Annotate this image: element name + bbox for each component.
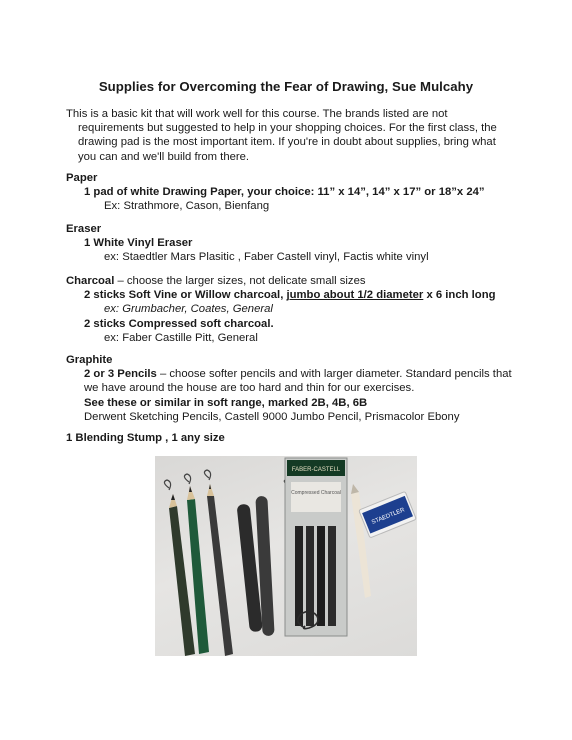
graphite-item-pencils-rest: – choose softer pencils and with larger diameter. Standard pencils that we have around the house are too hard and thin for our exercises.: [84, 368, 512, 395]
section-charcoal: [66, 274, 526, 345]
pencil-icon: [207, 484, 233, 656]
package-text: Compressed Charcoal: [291, 490, 341, 496]
eraser-example: ex: Staedtler Mars Plasitic , Faber Castell vinyl, Factis white vinyl: [104, 251, 429, 264]
graphite-item-pencils: [66, 367, 514, 395]
graphite-heading: Graphite: [66, 354, 113, 366]
section-graphite: [66, 353, 526, 424]
section-eraser: [66, 222, 526, 265]
charcoal-item-vine: [66, 288, 526, 302]
charcoal-item-vine-size: jumbo about 1/2 diameter: [286, 289, 424, 302]
charcoal-example-compressed: ex: Faber Castille Pitt, General: [104, 331, 258, 344]
charcoal-item-vine-text: 2 sticks Soft Vine or Willow charcoal,: [84, 289, 287, 302]
graphite-item-pencils-bold: 2 or 3 Pencils: [84, 368, 157, 381]
page-title: Supplies for Overcoming the Fear of Drawing, Sue Mulcahy: [98, 79, 474, 94]
charcoal-example-vine: ex: Grumbacher, Coates, General: [104, 303, 273, 316]
paper-item: 1 pad of white Drawing Paper, your choice: 11” x 14”, 14” x 17” or 18”x 24”: [84, 186, 485, 199]
paper-example: Ex: Strathmore, Cason, Bienfang: [104, 200, 270, 213]
blending-stump-line: 1 Blending Stump , 1 any size: [66, 432, 225, 444]
section-paper: [66, 171, 526, 214]
charcoal-item-compressed: 2 sticks Compressed soft charcoal.: [84, 317, 274, 330]
supplies-photo: [155, 456, 417, 656]
intro-text: This is a basic kit that will work well for this course. The brands listed are not requirements but suggested to help in your shopping choices. For the first class, the drawing pad is the most important item. If you're in doubt about supplies, bring what you can and we'll build from there.: [66, 108, 497, 163]
eraser-heading: Eraser: [66, 223, 102, 235]
charcoal-item-vine-length: x 6 inch long: [423, 289, 496, 302]
charcoal-heading-note: – choose the larger sizes, not delicate small sizes: [114, 275, 366, 287]
supplies-illustration: [155, 456, 417, 656]
graphite-item-range: See these or similar in soft range, marked 2B, 4B, 6B: [84, 396, 368, 409]
graphite-example: Derwent Sketching Pencils, Castell 9000 Jumbo Pencil, Prismacolor Ebony: [84, 410, 460, 423]
charcoal-heading-line: [66, 274, 526, 288]
paper-heading: Paper: [66, 172, 98, 184]
blending-stump-icon: [351, 484, 371, 598]
charcoal-heading: Charcoal: [66, 275, 115, 287]
eraser-item: 1 White Vinyl Eraser: [84, 237, 193, 250]
charcoal-package-icon: [285, 458, 347, 636]
eraser-brand: STAEDTLER: [370, 507, 406, 526]
package-brand: FABER-CASTELL: [291, 467, 341, 473]
eraser-icon: [359, 491, 417, 538]
intro-paragraph: [66, 107, 506, 164]
